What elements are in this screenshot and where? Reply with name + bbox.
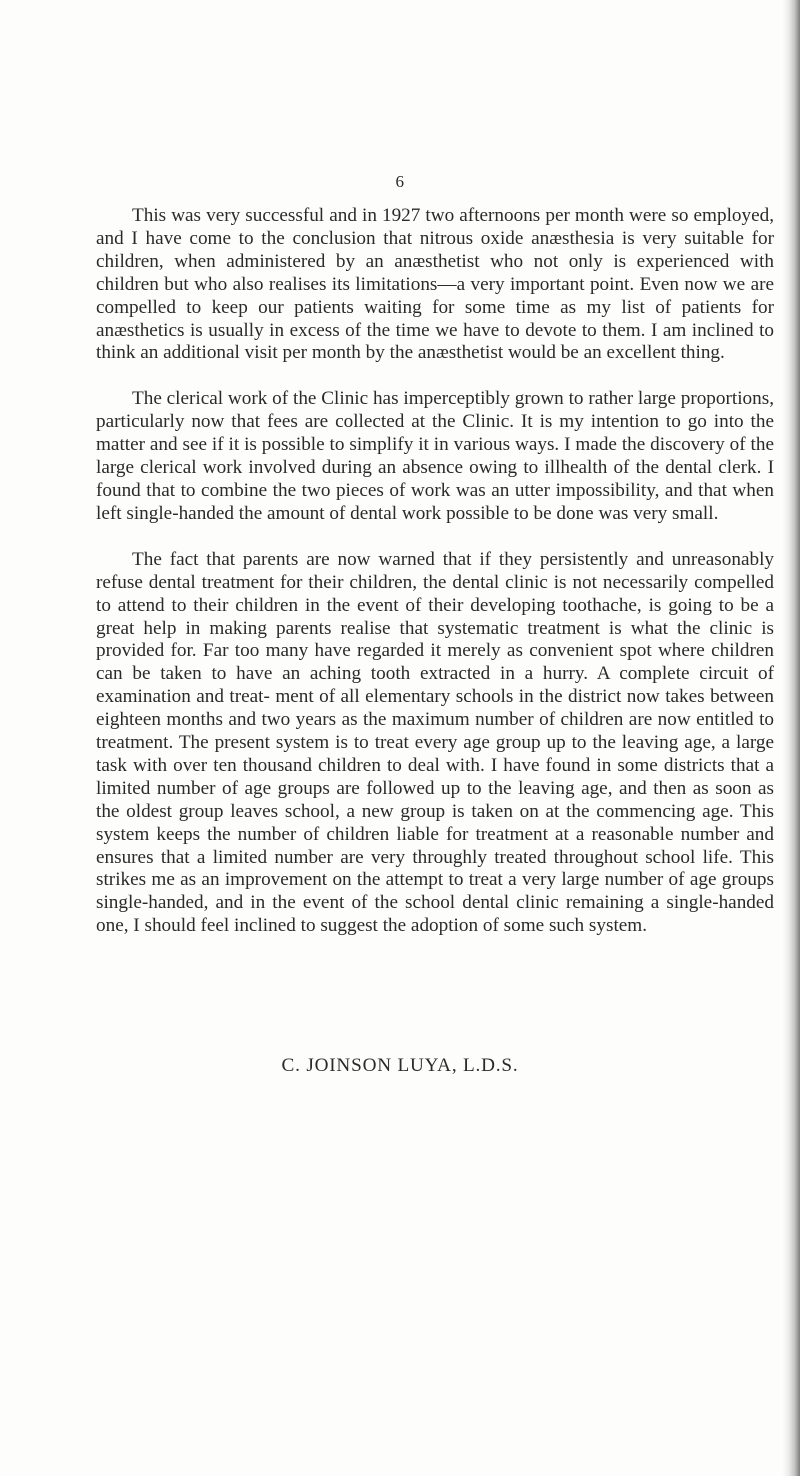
- paragraph-treatment-system: The fact that parents are now warned that if they persistently and unreasonably refuse dental treatment for their children, the dental clinic is not necessarily compelled to attend to their children in the event of their developing toothache, is going to be a great help in making parents realise that systematic treatment is what the clinic is provided for. Far too many have regarded it merely as convenient spot where children can be taken to have an aching tooth extracted in a hurry. A complete circuit of examination and treat- ment of all elementary schools in the district now takes between eighteen months and two years as the maximum number of children are now entitled to treatment. The present system is to treat every age group up to the leaving age, a large task with over ten thousand children to deal with. I have found in some districts that a limited number of age groups are followed up to the leaving age, and then as soon as the oldest group leaves school, a new group is taken on at the commencing age. This system keeps the number of children liable for treatment at a reasonable number and ensures that a limited number are very throughly treated throughout school life. This strikes me as an improvement on the attempt to treat a very large number of age groups single-handed, and in the event of the school dental clinic remaining a single-handed one, I should feel inclined to suggest the adoption of some such system.: [96, 548, 774, 937]
- page-number: 6: [395, 172, 405, 191]
- body-text: [96, 205, 774, 938]
- page-edge-shadow: [782, 0, 800, 1476]
- paragraph-clerical-work: The clerical work of the Clinic has imperceptibly grown to rather large proportions, particularly now that fees are collected at the Clinic. It is my intention to go into the matter and see if it is possible to simplify it in various ways. I made the discovery of the large clerical work involved during an absence owing to illhealth of the dental clerk. I found that to combine the two pieces of work was an utter impossibility, and that when left single-handed the amount of dental work possible to be done was very small.: [96, 388, 774, 524]
- paragraph-anaesthesia: This was very successful and in 1927 two afternoons per month were so employed, and I have come to the conclusion that nitrous oxide anæsthesia is very suitable for children, when administered by an anæsthetist who not only is experienced with children but who also realises its limitations—a very important point. Even now we are compelled to keep our patients waiting for some time as my list of patients for anæsthetics is usually in excess of the time we have to devote to them. I am inclined to think an additional visit per month by the anæsthetist would be an excellent thing.: [96, 205, 774, 364]
- signature: C. JOINSON LUYA, L.D.S.: [281, 1055, 519, 1076]
